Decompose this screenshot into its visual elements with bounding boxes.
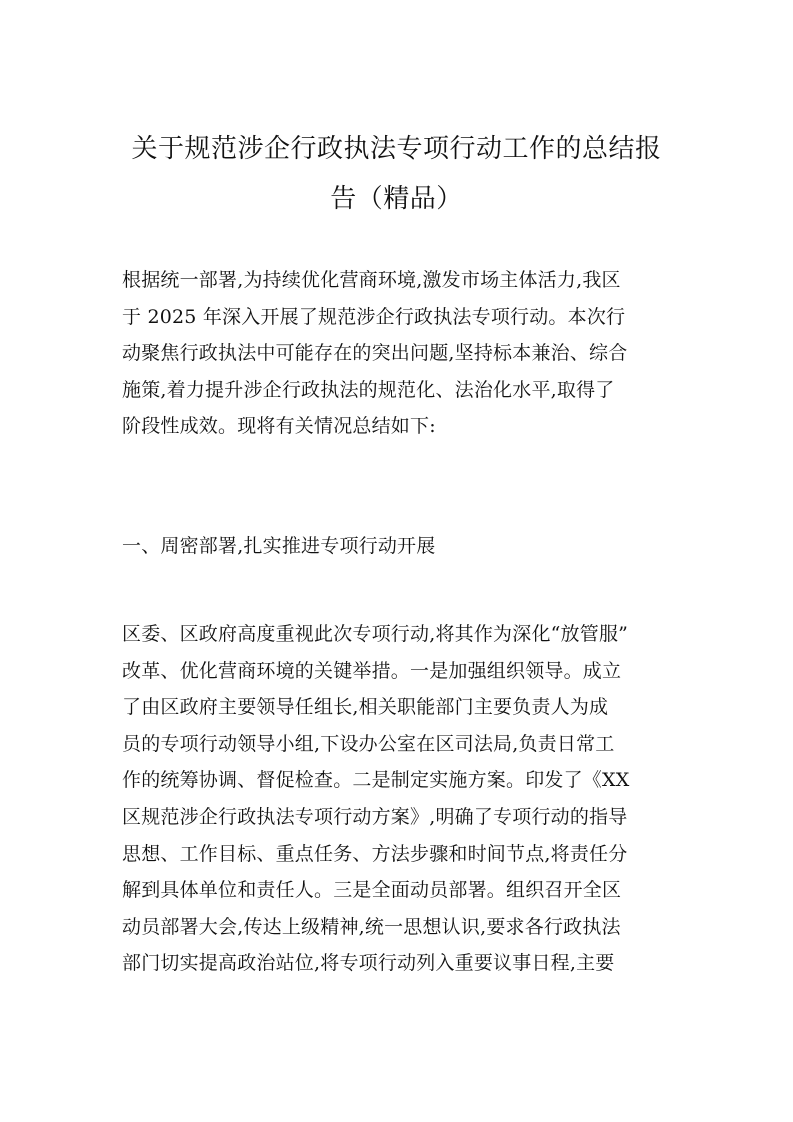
paragraph-line: 部门切实提高政治站位,将专项行动列入重要议事日程,主要 (122, 952, 615, 975)
title-line: 告（精品） (330, 184, 463, 214)
paragraph-line: 根据统一部署,为持续优化营商环境,激发市场主体活力,我区 (122, 269, 621, 291)
section1-paragraph (122, 616, 674, 982)
paragraph-line: 员的专项行动领导小组,下设办公室在区司法局,负责日常工 (122, 732, 615, 755)
paragraph-line: 了由区政府主要领导任组长,相关职能部门主要负责人为成 (122, 696, 609, 719)
paragraph-line: 解到具体单位和责任人。三是全面动员部署。组织召开全区 (122, 879, 622, 902)
title-line: 关于规范涉企行政执法专项行动工作的总结报 (131, 134, 662, 164)
paragraph-line: 动聚焦行政执法中可能存在的突出问题,坚持标本兼治、综合 (122, 342, 628, 365)
paragraph-line: 区委、区政府高度重视此次专项行动,将其作为深化“放管服” (122, 623, 629, 645)
paragraph-line: 于 2025 年深入开展了规范涉企行政执法专项行动。本次行 (122, 305, 626, 328)
paragraph-line: 改革、优化营商环境的关键举措。一是加强组织领导。成立 (122, 659, 622, 682)
section-heading-text: 一、周密部署,扎实推进专项行动开展 (122, 535, 436, 557)
paragraph-line: 思想、工作目标、重点任务、方法步骤和时间节点,将责任分 (122, 842, 628, 865)
paragraph-line: 作的统筹协调、督促检查。二是制定实施方案。印发了《XX (122, 769, 630, 792)
paragraph-line: 区规范涉企行政执法专项行动方案》,明确了专项行动的指导 (122, 805, 628, 828)
paragraph-line: 动员部署大会,传达上级精神,统一思想认识,要求各行政执法 (122, 915, 621, 938)
paragraph-line: 施策,着力提升涉企行政执法的规范化、法治化水平,取得了 (122, 378, 615, 401)
section-heading (122, 528, 674, 565)
document-title (118, 124, 675, 224)
intro-paragraph (122, 262, 674, 445)
paragraph-line: 阶段性成效。现将有关情况总结如下: (122, 415, 436, 438)
